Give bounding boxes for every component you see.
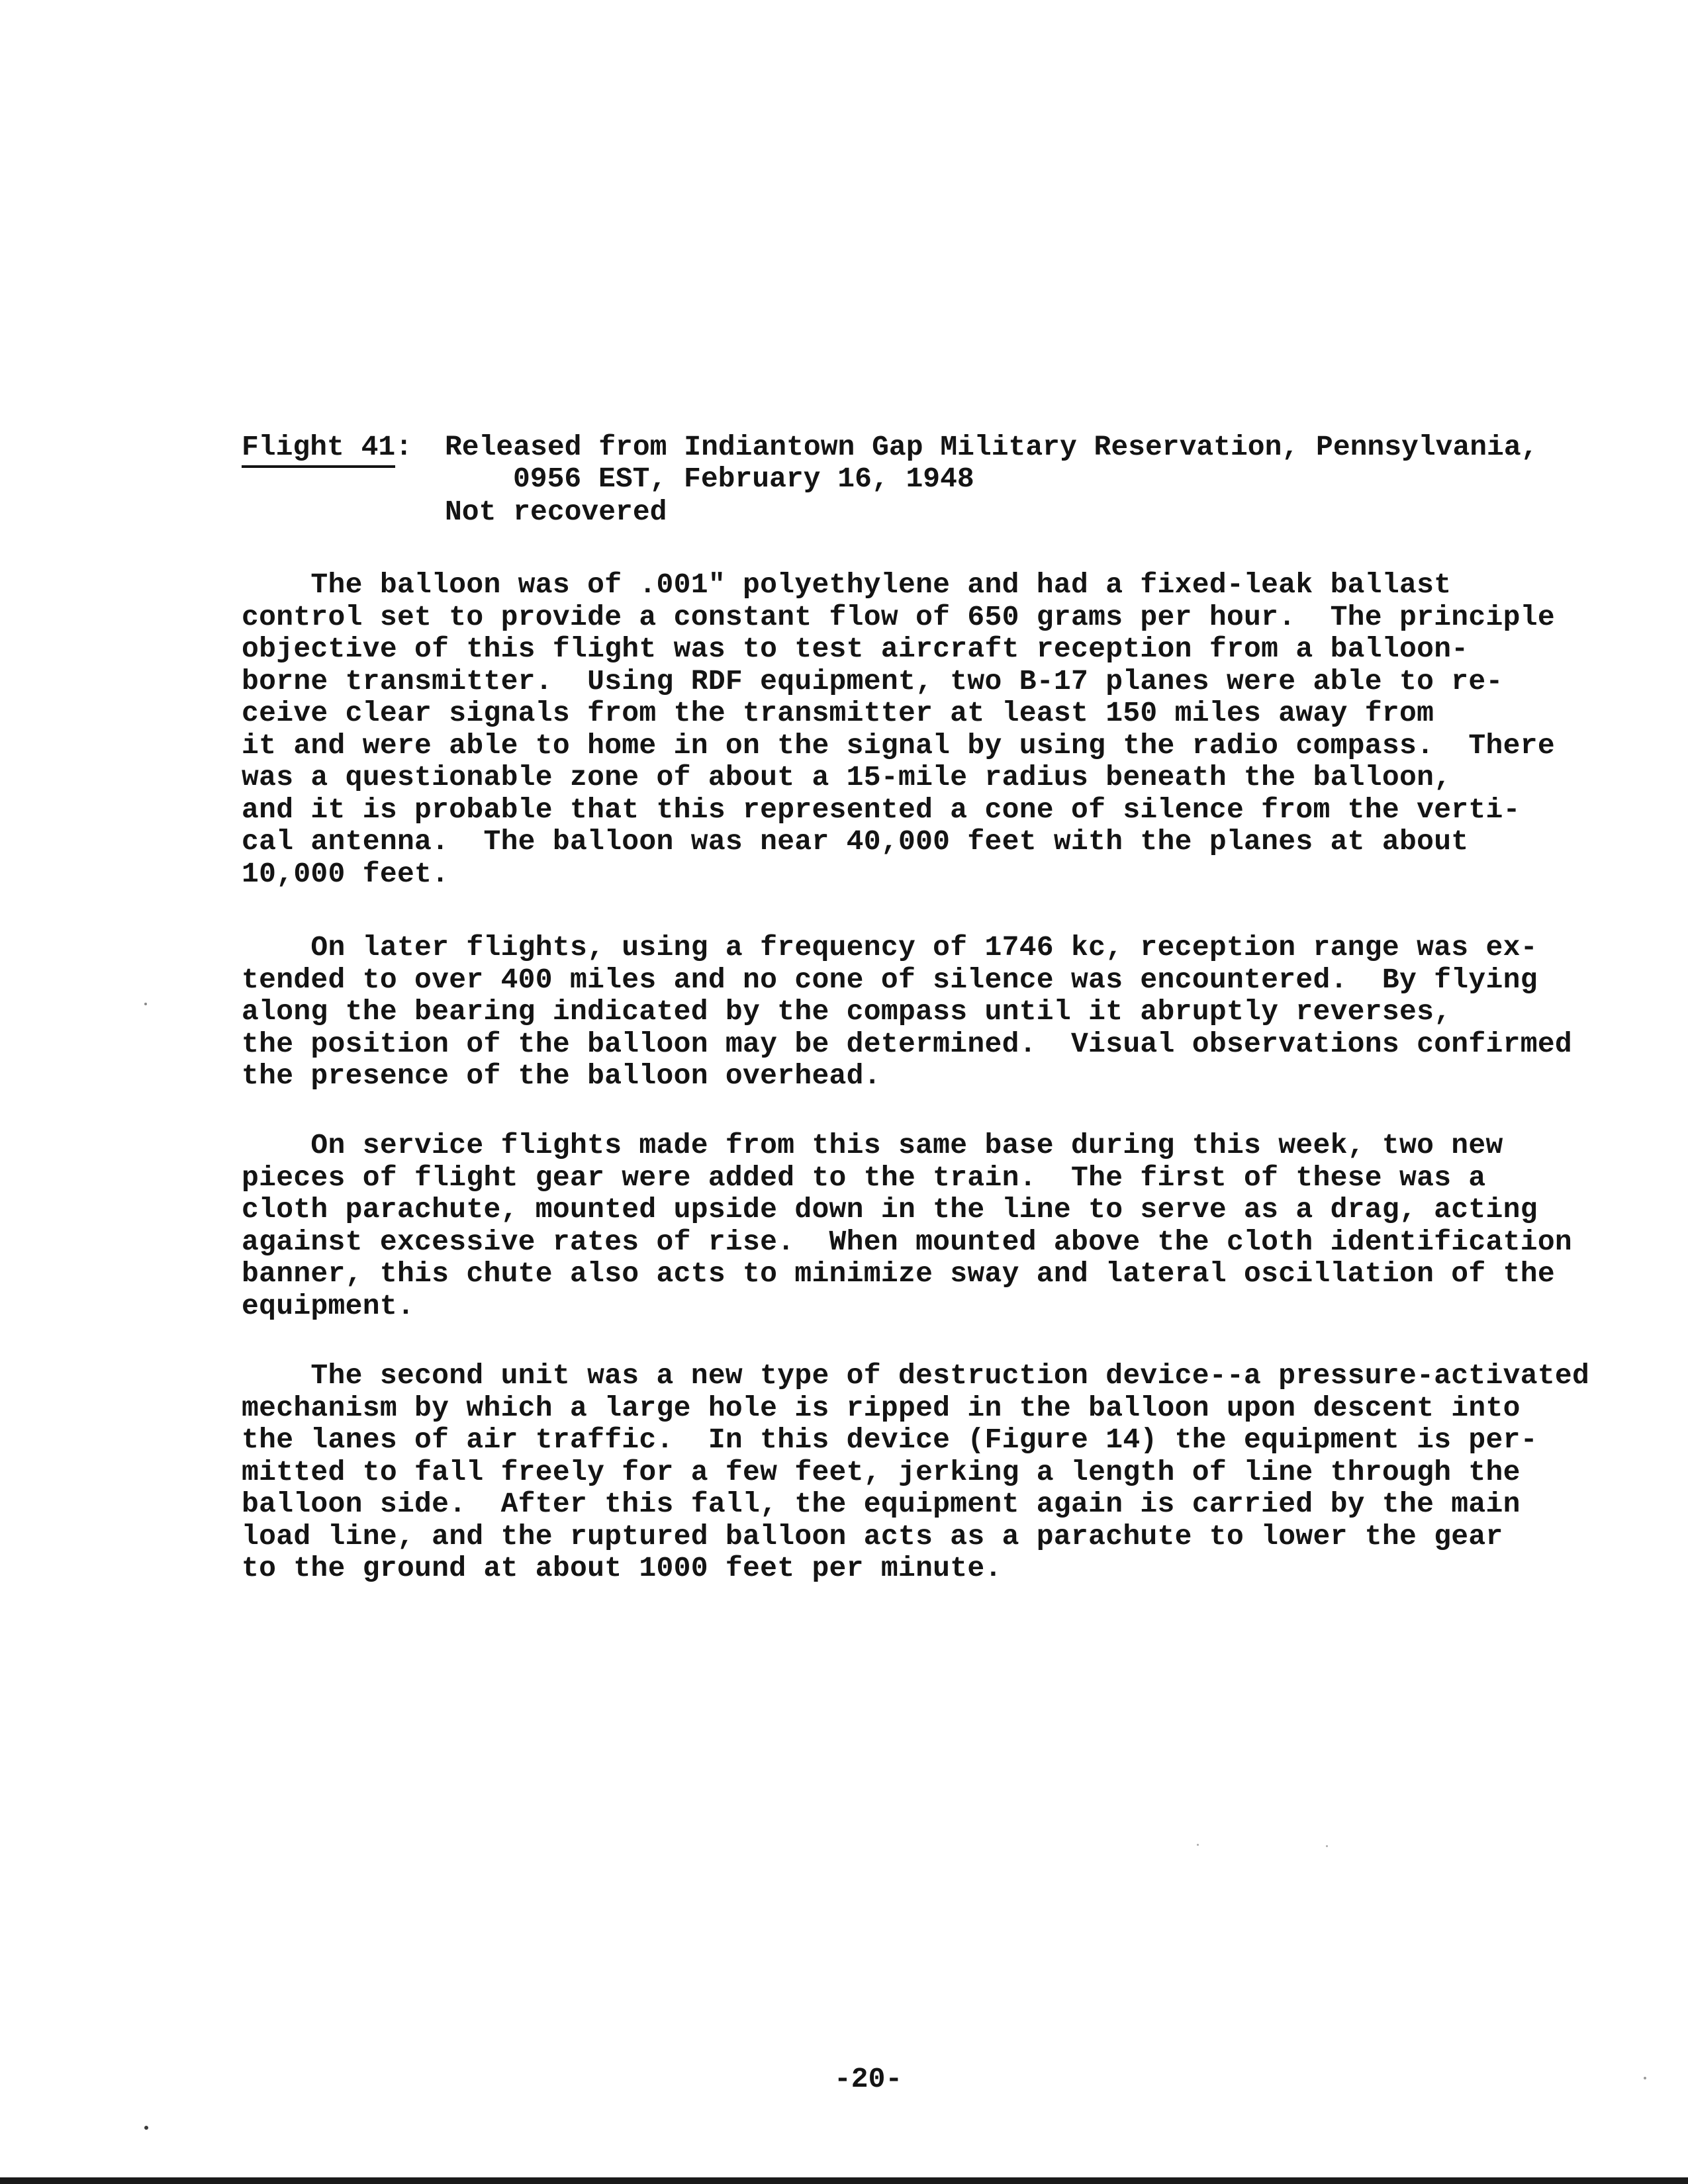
paragraph-line: was a questionable zone of about a 15-mile radius beneath the balloon, (242, 761, 1452, 794)
paragraph-line: the position of the balloon may be determined. Visual observations confirmed (242, 1027, 1573, 1060)
paragraph-2 (242, 931, 1573, 1093)
paragraph-line: the lanes of air traffic. In this device (Figure 14) the equipment is per- (242, 1424, 1538, 1456)
paragraph-line: and it is probable that this represented a cone of silence from the verti- (242, 793, 1521, 826)
paragraph-line: cloth parachute, mounted upside down in the line to serve as a drag, acting (242, 1193, 1538, 1226)
paragraph-line: it and were able to home in on the signal by using the radio compass. There (242, 729, 1555, 762)
paragraph-line: cal antenna. The balloon was near 40,000 feet with the planes at about (242, 825, 1469, 858)
paragraph-line: pieces of flight gear were added to the train. The first of these was a (242, 1161, 1486, 1194)
recovery-status-line: Not recovered (445, 496, 667, 528)
paragraph-line: The second unit was a new type of destruction device--a pressure-activated (242, 1359, 1590, 1392)
scan-speck (1197, 1844, 1199, 1846)
paragraph-4 (242, 1359, 1590, 1585)
release-location-line: Released from Indiantown Gap Military Reservation, Pennsylvania, (445, 431, 1538, 463)
paragraph-line: against excessive rates of rise. When mounted above the cloth identification (242, 1225, 1573, 1258)
paragraph-line: load line, and the ruptured balloon acts as a parachute to lower the gear (242, 1520, 1503, 1553)
paragraph-line: balloon side. After this fall, the equipment again is carried by the main (242, 1488, 1521, 1520)
paragraph-3 (242, 1129, 1573, 1322)
paragraph-1 (242, 569, 1566, 890)
scan-speck (1326, 1845, 1328, 1847)
scan-bottom-edge (0, 2177, 1688, 2184)
paragraph-line: On service flights made from this same base during this week, two new (242, 1129, 1503, 1161)
paragraph-line: On later flights, using a frequency of 1746 kc, reception range was ex- (242, 931, 1538, 964)
flight-label: Flight 41: (242, 431, 413, 463)
paragraph-line: borne transmitter. Using RDF equipment, two B-17 planes were able to re- (242, 664, 1503, 698)
paragraph-line: ceive clear signals from the transmitter at least 150 miles away from (242, 697, 1434, 729)
paragraph-line: 10,000 feet. (242, 857, 449, 890)
paragraph-line: mechanism by which a large hole is ripped in the balloon upon descent into (242, 1391, 1521, 1424)
paragraph-line: banner, this chute also acts to minimize sway and lateral oscillation of the (242, 1257, 1555, 1290)
paragraph-line: the presence of the balloon overhead. (242, 1060, 881, 1092)
release-time-line: 0956 EST, February 16, 1948 (513, 463, 974, 495)
scan-speck (1644, 2077, 1646, 2079)
paragraph-line: The balloon was of .001" polyethylene and had a fixed-leak ballast (242, 569, 1452, 601)
paragraph-line: to the ground at about 1000 feet per minute. (242, 1552, 1002, 1584)
scan-speck (144, 2126, 148, 2130)
paragraph-line: objective of this flight was to test aircraft reception from a balloon- (242, 633, 1469, 665)
paragraph-line: control set to provide a constant flow of 650 grams per hour. The principle (242, 600, 1555, 633)
paragraph-line: tended to over 400 miles and no cone of silence was encountered. By flying (242, 963, 1538, 996)
page-number: -20- (834, 2063, 903, 2095)
paragraph-line: equipment. (242, 1289, 415, 1322)
flight-label-underline (242, 465, 395, 468)
scan-speck (144, 1003, 147, 1005)
paragraph-line: mitted to fall freely for a few feet, jerking a length of line through the (242, 1455, 1521, 1488)
paragraph-line: along the bearing indicated by the compass until it abruptly reverses, (242, 995, 1452, 1028)
